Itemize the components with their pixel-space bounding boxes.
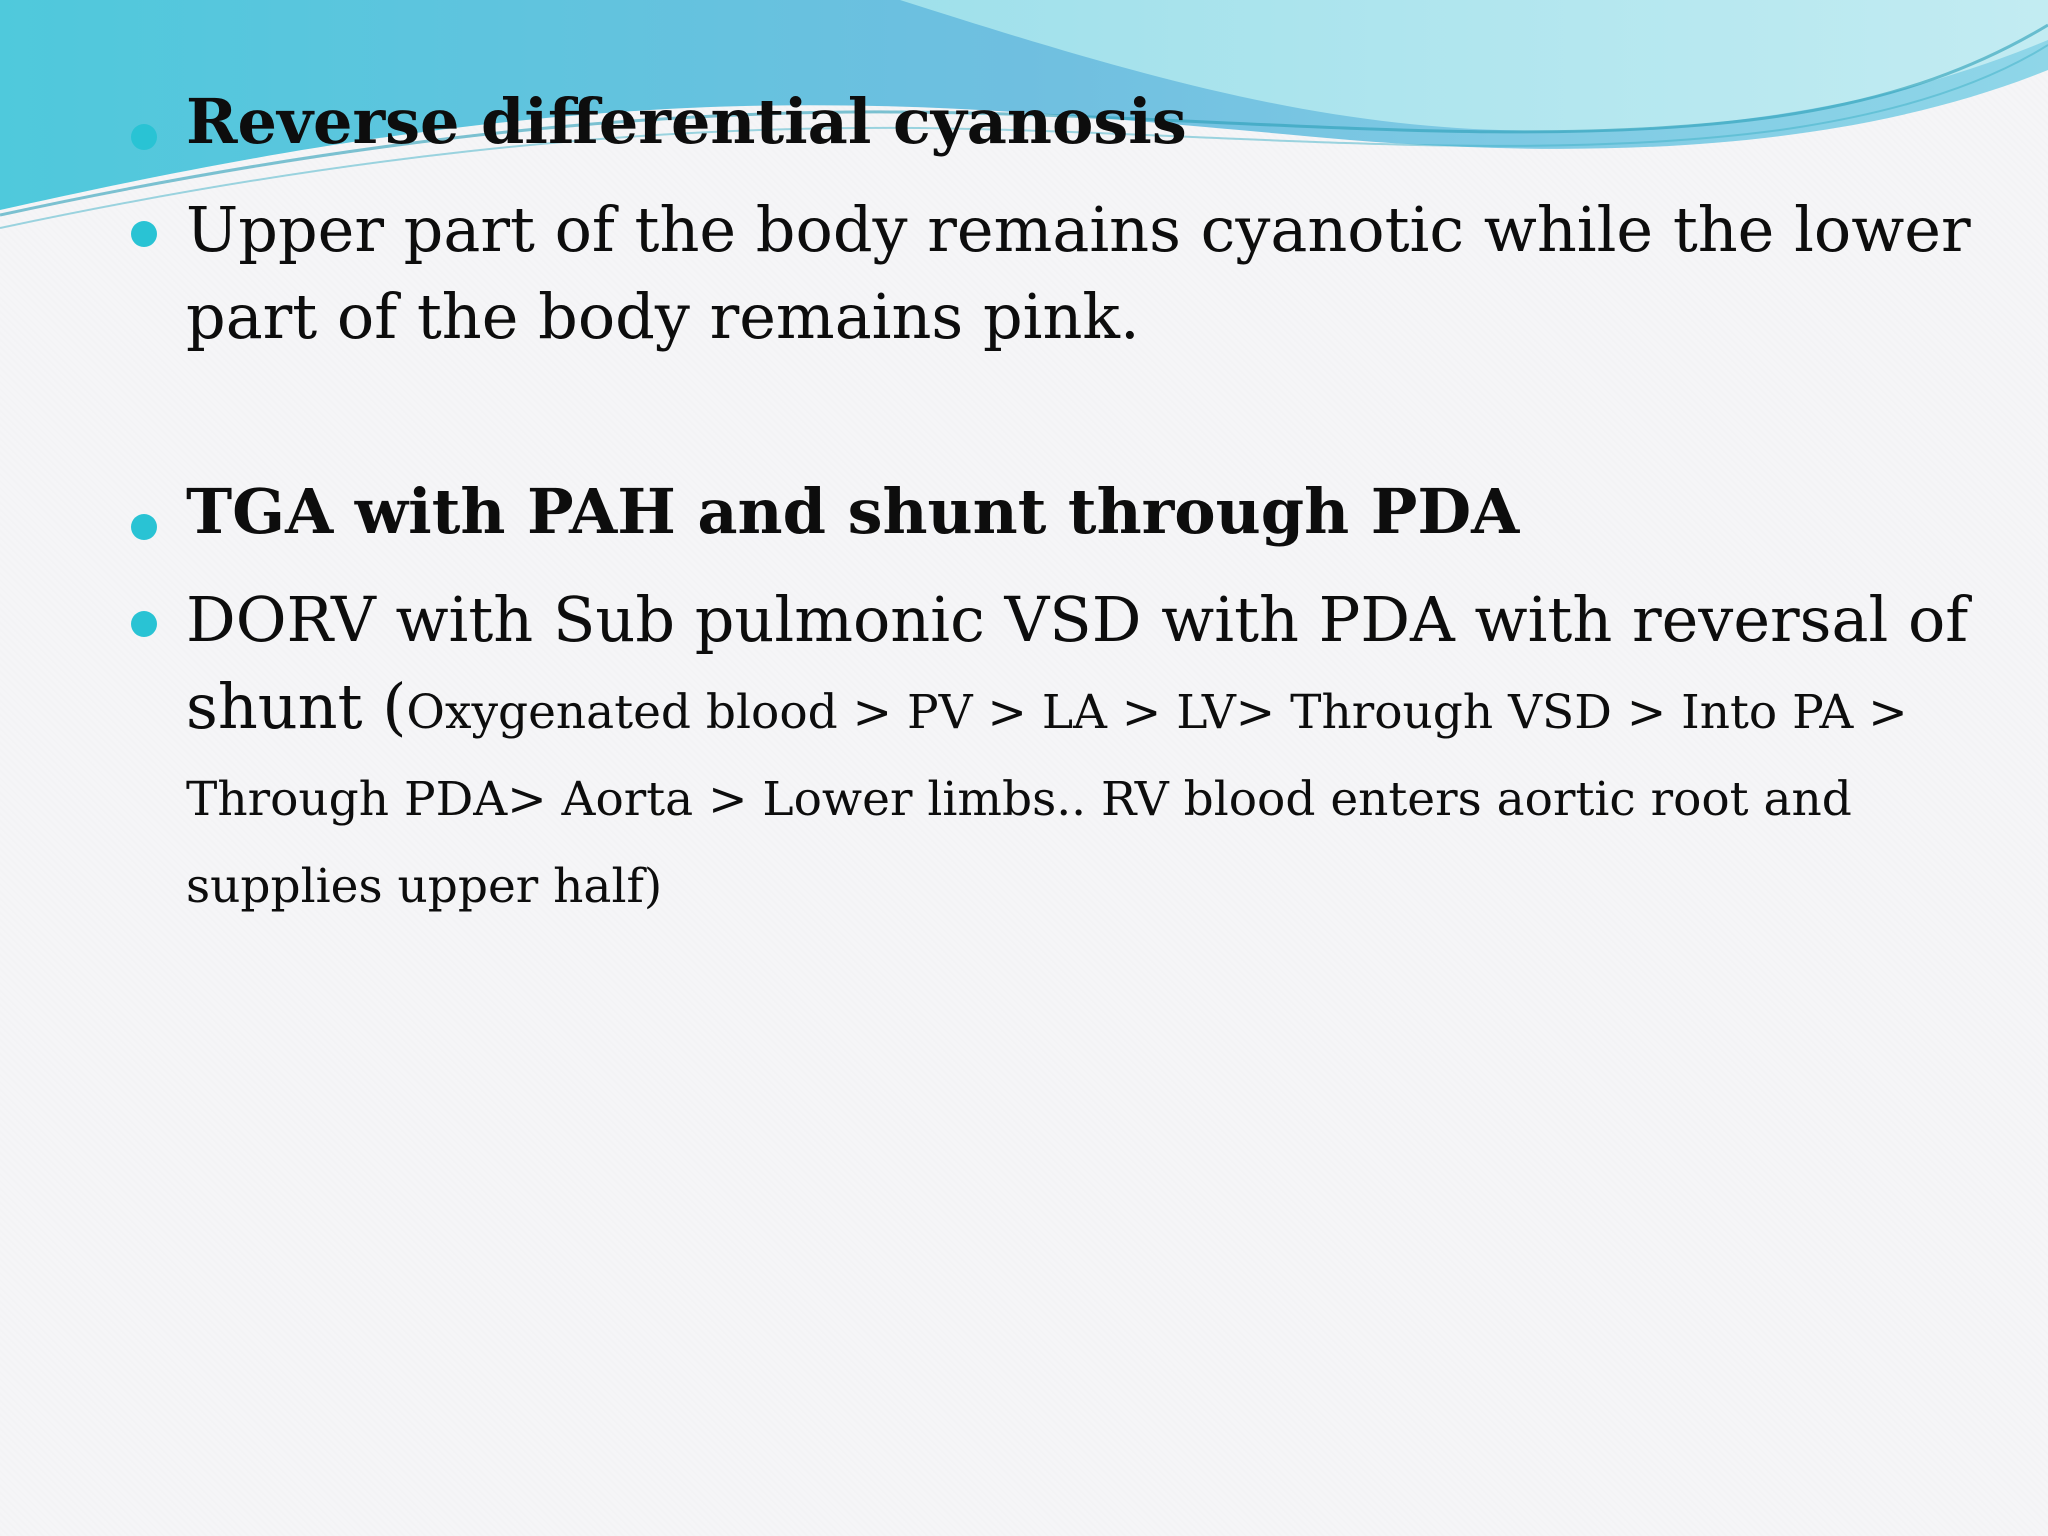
bullet-item-2 — [128, 187, 1988, 361]
bullet-dot-icon — [131, 124, 157, 150]
bullet-text-4: DORV with Sub pulmonic VSD with PDA with reversal of shunt ( — [186, 583, 1969, 744]
bullet-text-3: TGA with PAH and shunt through PDA — [186, 475, 1520, 549]
bullet-list — [128, 70, 1988, 925]
bullet-dot-icon — [131, 611, 157, 637]
bullet-item-1 — [128, 84, 1988, 161]
bullet-text-4-detail: Oxygenated blood > PV > LA > LV> Through VSD > Into PA > Through PDA> Aorta > Lower limbs.. RV blood enters aortic root and supplies upper half) — [186, 685, 1908, 914]
bullet-dot-icon — [131, 514, 157, 540]
bullet-text-2: Upper part of the body remains cyanotic while the lower part of the body remains pink. — [186, 192, 1971, 353]
bullet-dot-icon — [131, 221, 157, 247]
bullet-item-3 — [128, 474, 1988, 551]
bullet-text-1: Reverse differential cyanosis — [186, 85, 1187, 158]
bullet-item-4 — [128, 577, 1988, 924]
